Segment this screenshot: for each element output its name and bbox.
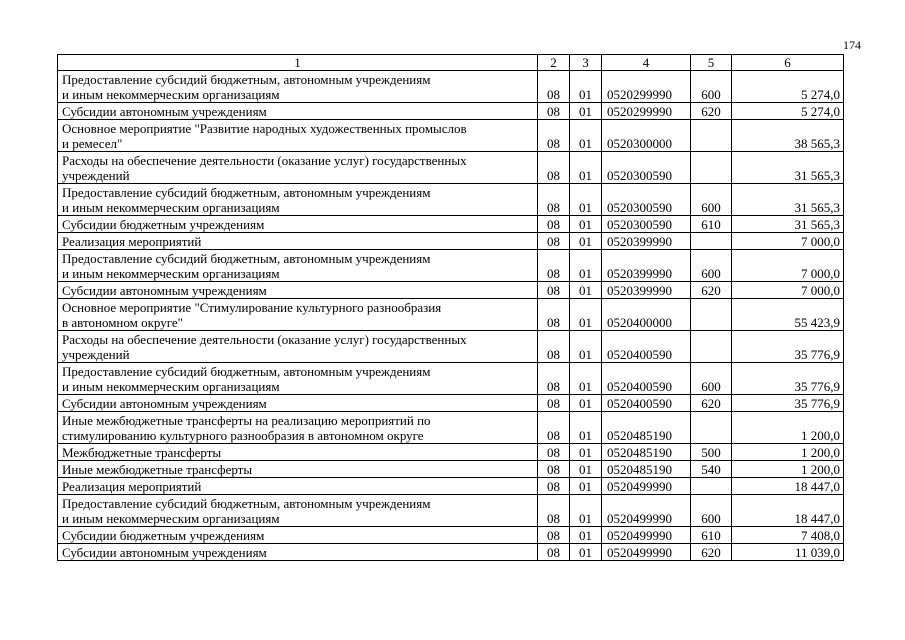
row-type-cell <box>691 331 732 363</box>
row-subsection-cell: 01 <box>570 444 602 461</box>
row-code-cell: 0520400590 <box>602 331 691 363</box>
table-row <box>58 71 844 103</box>
row-section-cell: 08 <box>538 461 570 478</box>
row-subsection-cell: 01 <box>570 184 602 216</box>
row-name-cell: Предоставление субсидий бюджетным, автономным учреждениям и иным некоммерческим организациям <box>58 250 538 282</box>
row-section-cell: 08 <box>538 299 570 331</box>
table-row <box>58 444 844 461</box>
table-row <box>58 544 844 561</box>
row-subsection-cell: 01 <box>570 299 602 331</box>
row-type-cell: 620 <box>691 282 732 299</box>
row-code-cell: 0520499990 <box>602 527 691 544</box>
row-subsection-cell: 01 <box>570 152 602 184</box>
row-type-cell: 600 <box>691 363 732 395</box>
row-section-cell: 08 <box>538 216 570 233</box>
row-type-cell <box>691 233 732 250</box>
row-code-cell: 0520300590 <box>602 184 691 216</box>
row-name-cell: Межбюджетные трансферты <box>58 444 538 461</box>
row-name-cell: Реализация мероприятий <box>58 478 538 495</box>
row-type-cell: 540 <box>691 461 732 478</box>
row-amount-cell: 1 200,0 <box>732 412 844 444</box>
row-name-cell: Иные межбюджетные трансферты на реализацию мероприятий по стимулированию культурного разнообразия в автономном округе <box>58 412 538 444</box>
row-amount-cell: 7 000,0 <box>732 233 844 250</box>
row-section-cell: 08 <box>538 395 570 412</box>
table-row <box>58 282 844 299</box>
table-row <box>58 233 844 250</box>
row-code-cell: 0520499990 <box>602 495 691 527</box>
row-name-cell: Предоставление субсидий бюджетным, автономным учреждениям и иным некоммерческим организациям <box>58 184 538 216</box>
row-amount-cell: 11 039,0 <box>732 544 844 561</box>
row-type-cell <box>691 152 732 184</box>
row-amount-cell: 5 274,0 <box>732 103 844 120</box>
header-col-3: 3 <box>570 55 602 71</box>
table-row <box>58 461 844 478</box>
row-type-cell: 620 <box>691 544 732 561</box>
row-section-cell: 08 <box>538 363 570 395</box>
row-amount-cell: 18 447,0 <box>732 478 844 495</box>
row-amount-cell: 7 408,0 <box>732 527 844 544</box>
row-subsection-cell: 01 <box>570 495 602 527</box>
row-name-cell: Расходы на обеспечение деятельности (оказание услуг) государственных учреждений <box>58 152 538 184</box>
row-subsection-cell: 01 <box>570 71 602 103</box>
row-name-cell: Иные межбюджетные трансферты <box>58 461 538 478</box>
row-section-cell: 08 <box>538 544 570 561</box>
row-subsection-cell: 01 <box>570 363 602 395</box>
row-type-cell <box>691 299 732 331</box>
row-section-cell: 08 <box>538 184 570 216</box>
row-code-cell: 0520300590 <box>602 152 691 184</box>
row-name-cell: Субсидии автономным учреждениям <box>58 395 538 412</box>
table-row <box>58 478 844 495</box>
table-header-row <box>58 55 844 71</box>
row-code-cell: 0520299990 <box>602 71 691 103</box>
row-amount-cell: 35 776,9 <box>732 363 844 395</box>
row-type-cell: 620 <box>691 103 732 120</box>
row-section-cell: 08 <box>538 120 570 152</box>
row-section-cell: 08 <box>538 527 570 544</box>
row-type-cell: 600 <box>691 250 732 282</box>
table-row <box>58 299 844 331</box>
row-amount-cell: 31 565,3 <box>732 152 844 184</box>
row-amount-cell: 35 776,9 <box>732 331 844 363</box>
row-section-cell: 08 <box>538 71 570 103</box>
row-subsection-cell: 01 <box>570 103 602 120</box>
row-subsection-cell: 01 <box>570 544 602 561</box>
table-row <box>58 527 844 544</box>
row-type-cell: 610 <box>691 527 732 544</box>
row-amount-cell: 7 000,0 <box>732 250 844 282</box>
row-type-cell <box>691 412 732 444</box>
table-row <box>58 184 844 216</box>
row-section-cell: 08 <box>538 412 570 444</box>
row-name-cell: Субсидии автономным учреждениям <box>58 103 538 120</box>
row-subsection-cell: 01 <box>570 395 602 412</box>
row-type-cell: 500 <box>691 444 732 461</box>
header-col-5: 5 <box>691 55 732 71</box>
row-amount-cell: 31 565,3 <box>732 184 844 216</box>
row-amount-cell: 5 274,0 <box>732 71 844 103</box>
row-subsection-cell: 01 <box>570 233 602 250</box>
table-body <box>58 71 844 561</box>
row-type-cell: 600 <box>691 184 732 216</box>
row-subsection-cell: 01 <box>570 282 602 299</box>
row-code-cell: 0520485190 <box>602 461 691 478</box>
budget-table <box>57 54 844 561</box>
row-section-cell: 08 <box>538 331 570 363</box>
row-type-cell: 620 <box>691 395 732 412</box>
row-subsection-cell: 01 <box>570 527 602 544</box>
row-amount-cell: 1 200,0 <box>732 461 844 478</box>
row-amount-cell: 1 200,0 <box>732 444 844 461</box>
row-code-cell: 0520499990 <box>602 478 691 495</box>
row-name-cell: Реализация мероприятий <box>58 233 538 250</box>
row-code-cell: 0520300590 <box>602 216 691 233</box>
table-row <box>58 152 844 184</box>
row-code-cell: 0520499990 <box>602 544 691 561</box>
row-code-cell: 0520300000 <box>602 120 691 152</box>
row-subsection-cell: 01 <box>570 250 602 282</box>
row-code-cell: 0520400590 <box>602 395 691 412</box>
row-section-cell: 08 <box>538 444 570 461</box>
table-row <box>58 216 844 233</box>
row-type-cell <box>691 120 732 152</box>
page-number: 174 <box>843 38 861 52</box>
row-subsection-cell: 01 <box>570 412 602 444</box>
table-row <box>58 120 844 152</box>
row-subsection-cell: 01 <box>570 478 602 495</box>
row-name-cell: Основное мероприятие "Стимулирование культурного разнообразия в автономном округе" <box>58 299 538 331</box>
table-row <box>58 331 844 363</box>
table-row <box>58 363 844 395</box>
row-type-cell: 600 <box>691 495 732 527</box>
row-code-cell: 0520299990 <box>602 103 691 120</box>
row-amount-cell: 38 565,3 <box>732 120 844 152</box>
row-amount-cell: 35 776,9 <box>732 395 844 412</box>
row-name-cell: Субсидии автономным учреждениям <box>58 544 538 561</box>
row-amount-cell: 7 000,0 <box>732 282 844 299</box>
row-code-cell: 0520485190 <box>602 412 691 444</box>
row-subsection-cell: 01 <box>570 331 602 363</box>
row-code-cell: 0520399990 <box>602 282 691 299</box>
row-amount-cell: 31 565,3 <box>732 216 844 233</box>
row-section-cell: 08 <box>538 152 570 184</box>
row-type-cell: 610 <box>691 216 732 233</box>
row-name-cell: Предоставление субсидий бюджетным, автономным учреждениям и иным некоммерческим организациям <box>58 71 538 103</box>
row-subsection-cell: 01 <box>570 216 602 233</box>
row-section-cell: 08 <box>538 250 570 282</box>
row-name-cell: Предоставление субсидий бюджетным, автономным учреждениям и иным некоммерческим организациям <box>58 495 538 527</box>
header-col-4: 4 <box>602 55 691 71</box>
row-type-cell <box>691 478 732 495</box>
row-code-cell: 0520399990 <box>602 233 691 250</box>
table-row <box>58 495 844 527</box>
row-amount-cell: 18 447,0 <box>732 495 844 527</box>
header-col-1: 1 <box>58 55 538 71</box>
header-col-2: 2 <box>538 55 570 71</box>
header-col-6: 6 <box>732 55 844 71</box>
table-row <box>58 103 844 120</box>
row-section-cell: 08 <box>538 478 570 495</box>
row-section-cell: 08 <box>538 282 570 299</box>
row-code-cell: 0520399990 <box>602 250 691 282</box>
row-section-cell: 08 <box>538 233 570 250</box>
row-code-cell: 0520400590 <box>602 363 691 395</box>
row-name-cell: Субсидии бюджетным учреждениям <box>58 527 538 544</box>
table-row <box>58 250 844 282</box>
row-section-cell: 08 <box>538 103 570 120</box>
row-amount-cell: 55 423,9 <box>732 299 844 331</box>
row-name-cell: Субсидии бюджетным учреждениям <box>58 216 538 233</box>
table-row <box>58 395 844 412</box>
row-name-cell: Расходы на обеспечение деятельности (оказание услуг) государственных учреждений <box>58 331 538 363</box>
table-row <box>58 412 844 444</box>
row-name-cell: Субсидии автономным учреждениям <box>58 282 538 299</box>
row-type-cell: 600 <box>691 71 732 103</box>
row-subsection-cell: 01 <box>570 461 602 478</box>
row-name-cell: Основное мероприятие "Развитие народных художественных промыслов и ремесел" <box>58 120 538 152</box>
row-name-cell: Предоставление субсидий бюджетным, автономным учреждениям и иным некоммерческим организациям <box>58 363 538 395</box>
row-code-cell: 0520400000 <box>602 299 691 331</box>
row-code-cell: 0520485190 <box>602 444 691 461</box>
row-section-cell: 08 <box>538 495 570 527</box>
row-subsection-cell: 01 <box>570 120 602 152</box>
